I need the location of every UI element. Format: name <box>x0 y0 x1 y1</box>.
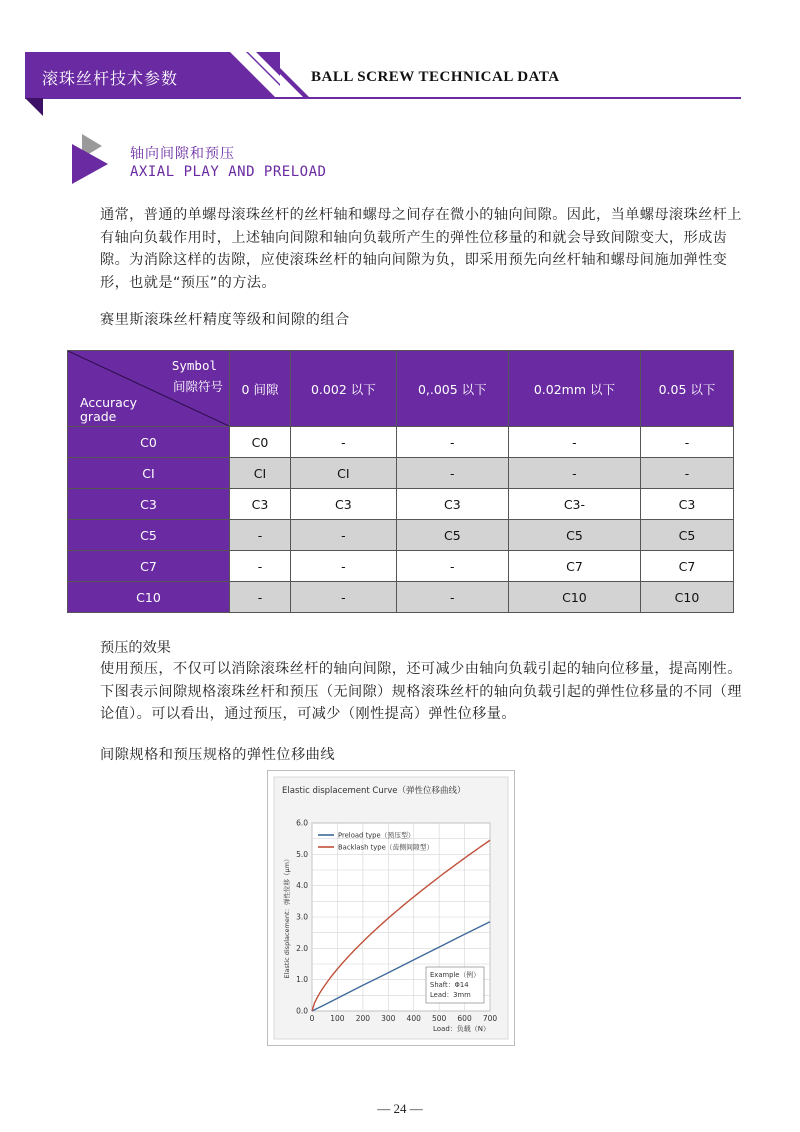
x-tick-label: 300 <box>381 1014 396 1023</box>
table-cell: C7 <box>641 551 734 582</box>
table-cell: C0 <box>230 427 291 458</box>
table-cell: - <box>641 458 734 489</box>
example-line: Shaft：Φ14 <box>430 981 469 989</box>
table-cell: C5 <box>396 520 508 551</box>
table-cell: C3 <box>230 489 291 520</box>
table-cell: - <box>291 427 397 458</box>
example-line: Lead：3mm <box>430 991 471 999</box>
table-row <box>68 551 734 582</box>
example-line: Example（例） <box>430 971 480 979</box>
table-cell: - <box>396 551 508 582</box>
column-header: 0.002 以下 <box>291 351 397 427</box>
table-cell: - <box>396 427 508 458</box>
header-title-cn: 滚珠丝杆技术参数 <box>42 69 179 88</box>
intro-paragraph: 通常，普通的单螺母滚珠丝杆的丝杆轴和螺母之间存在微小的轴向间隙。因此，当单螺母滚珠丝杆上有轴向负载作用时，上述轴向间隙和轴向负载所产生的弹性位移量的和就会导致间隙变大，形成齿隙。为消除这样的齿隙，应使滚珠丝杆的轴向间隙为负，即采用预先向丝杆轴和螺母间施加弹性变形，也就是“预压”的方法。 <box>100 207 742 291</box>
header-fold <box>25 98 43 116</box>
chart-title: Elastic displacement Curve（弹性位移曲线） <box>282 786 466 796</box>
table-cell: - <box>291 582 397 613</box>
displacement-chart <box>268 771 514 1045</box>
y-tick-label: 1.0 <box>296 975 308 985</box>
table-cell: C3 <box>396 489 508 520</box>
column-header: 0.05 以下 <box>641 351 734 427</box>
row-grade: C3 <box>68 489 230 520</box>
column-header: 0,.005 以下 <box>396 351 508 427</box>
row-grade: C10 <box>68 582 230 613</box>
chart-caption: 间隙规格和预压规格的弹性位移曲线 <box>100 747 336 763</box>
legend-label: Preload type（预压型） <box>338 831 415 840</box>
section-arrow-icon <box>72 134 112 184</box>
corner-gap-label: 间隙符号 <box>172 379 223 394</box>
table-cell: C10 <box>508 582 640 613</box>
table-cell: - <box>291 551 397 582</box>
table-caption: 赛里斯滚珠丝杆精度等级和间隙的组合 <box>100 312 350 328</box>
table-cell: - <box>396 582 508 613</box>
y-tick-label: 5.0 <box>296 849 308 859</box>
table-row <box>68 520 734 551</box>
row-grade: C0 <box>68 427 230 458</box>
table-cell: C5 <box>641 520 734 551</box>
table-cell: C7 <box>508 551 640 582</box>
x-tick-label: 200 <box>355 1014 371 1023</box>
row-grade: C7 <box>68 551 230 582</box>
table-cell: - <box>230 582 291 613</box>
table-cell: - <box>508 458 640 489</box>
table-cell: C10 <box>641 582 734 613</box>
table-cell: - <box>230 551 291 582</box>
preload-paragraph: 使用预压，不仅可以消除滚珠丝杆的轴向间隙，还可减少由轴向负载引起的轴向位移量，提高刚性。下图表示间隙规格滚珠丝杆和预压（无间隙）规格滚珠丝杆的轴向负载引起的弹性位移量的不同（理论值）。可以看出，通过预压，可减少（刚性提高）弹性位移量。 <box>100 661 742 722</box>
table-cell: C3 <box>291 489 397 520</box>
x-tick-label: 100 <box>330 1014 345 1023</box>
table-row <box>68 582 734 613</box>
table-cell: - <box>396 458 508 489</box>
table-row <box>68 489 734 520</box>
table-cell: - <box>508 427 640 458</box>
corner-accuracy-label: Accuracy grade <box>80 395 138 424</box>
table-cell: C5 <box>508 520 640 551</box>
page-number: — 24 — <box>377 1101 423 1116</box>
table-cell: - <box>230 520 291 551</box>
table-cell: - <box>641 427 734 458</box>
table-corner-cell <box>68 351 230 427</box>
table-cell: C3- <box>508 489 640 520</box>
y-tick-label: 4.0 <box>296 881 308 891</box>
y-tick-label: 6.0 <box>296 818 308 828</box>
table-cell: CI <box>230 458 291 489</box>
chart-frame <box>267 770 515 1046</box>
y-axis-label: Elastic displacement：弹性位移（μm） <box>283 855 291 979</box>
column-header: 0.02mm 以下 <box>508 351 640 427</box>
accuracy-table <box>67 350 734 613</box>
table-cell: C3 <box>641 489 734 520</box>
y-tick-label: 0.0 <box>296 1006 308 1016</box>
column-header: 0 间隙 <box>230 351 291 427</box>
preload-effect-title: 预压的效果 <box>100 640 171 656</box>
table-row <box>68 427 734 458</box>
table-row <box>68 458 734 489</box>
table-cell: - <box>291 520 397 551</box>
x-axis-label: Load：负载（N） <box>432 1025 490 1033</box>
corner-symbol-label: Symbol <box>171 358 217 373</box>
legend-label: Backlash type（齿侧间隙型） <box>338 843 434 852</box>
x-tick-label: 500 <box>431 1014 447 1023</box>
header-stripes <box>200 52 310 98</box>
x-tick-label: 0 <box>309 1014 315 1023</box>
y-tick-label: 3.0 <box>296 912 308 922</box>
table-header-row <box>68 351 734 427</box>
section-title-en: AXIAL PLAY AND PRELOAD <box>130 164 327 180</box>
x-tick-label: 700 <box>482 1014 498 1023</box>
header-rule <box>25 97 741 99</box>
header-title-en: BALL SCREW TECHNICAL DATA <box>311 69 560 85</box>
y-tick-label: 2.0 <box>296 943 308 953</box>
section-title-cn: 轴向间隙和预压 <box>130 146 235 162</box>
x-tick-label: 400 <box>406 1014 421 1023</box>
row-grade: CI <box>68 458 230 489</box>
row-grade: C5 <box>68 520 230 551</box>
table-cell: CI <box>291 458 397 489</box>
x-tick-label: 600 <box>457 1014 472 1023</box>
